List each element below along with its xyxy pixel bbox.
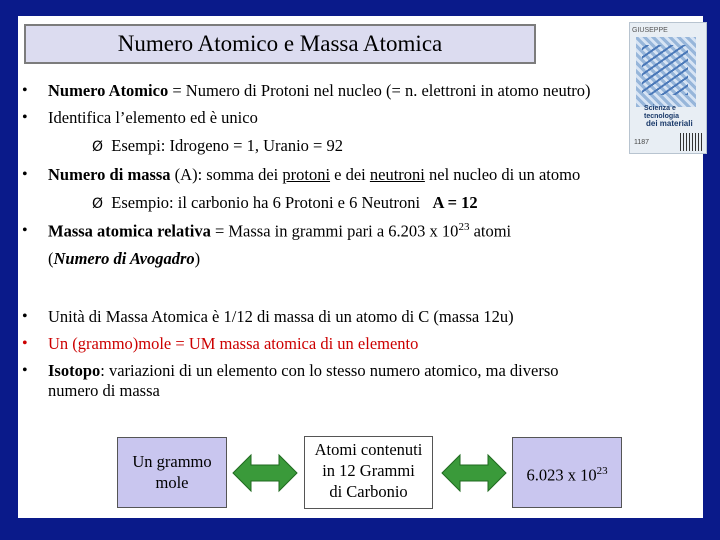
bullet-dot: • [22, 308, 28, 325]
bullet-numero-di-massa [48, 165, 580, 185]
paren-open: ( [48, 249, 54, 268]
box-text: Atomi contenuti [314, 440, 423, 459]
exponent: 23 [458, 221, 470, 233]
box-text: in 12 Grammi [322, 461, 415, 480]
double-arrow-icon [440, 452, 508, 494]
bullet-text: = Numero di Protoni nel nucleo (= n. elettroni in atomo neutro) [168, 81, 591, 100]
box-text: 6.023 x 10 [526, 465, 597, 485]
mass-number-value: A = 12 [432, 193, 478, 212]
term-isotopo: Isotopo [48, 361, 101, 380]
box-text: Un grammo [132, 452, 212, 471]
bullet-text: : variazioni di un elemento con lo stesso numero atomico, ma diverso [100, 361, 559, 380]
bullet-grammo-mole: Un (grammo)mole = UM massa atomica di un elemento [48, 334, 419, 353]
bullet-text: = Massa in grammi pari a 6.203 x 10 [210, 221, 459, 241]
cover-code: 1187 [634, 139, 650, 146]
bullet-numero-atomico [48, 81, 591, 101]
bullet-dot: • [22, 362, 28, 379]
bullet-avogadro-line [48, 249, 200, 269]
term-numero-di-avogadro: Numero di Avogadro [53, 249, 195, 268]
bullet-isotopo-line2: numero di massa [48, 381, 160, 400]
bullet-identifica: Identifica l’elemento ed è unico [48, 108, 258, 127]
bullet-text: atomi [469, 221, 512, 241]
box-text: mole [155, 473, 189, 492]
cover-title-line1: Scienza e tecnologia [644, 105, 680, 120]
underlined-protoni: protoni [282, 165, 331, 184]
box-text: di Carbonio [329, 482, 408, 501]
book-cover-image [629, 22, 707, 154]
exponent: 23 [596, 465, 608, 477]
cover-author: GIUSEPPE [632, 27, 668, 34]
bullet-dot: • [22, 335, 28, 352]
bullet-text: nel nucleo di un atomo [424, 165, 581, 184]
arrow-bullet-icon: Ø [92, 139, 104, 155]
bullet-dot: • [22, 222, 28, 239]
underlined-neutroni: neutroni [369, 165, 425, 184]
sub-bullet-text: Esempio: il carbonio ha 6 Protoni e 6 Neutroni [111, 193, 421, 212]
term-numero-atomico: Numero Atomico [48, 81, 169, 100]
box-atomi-contenuti [304, 436, 433, 509]
term-massa-atomica: Massa atomica relativa [48, 221, 211, 241]
bullet-text: (A): somma dei [170, 165, 283, 184]
sub-bullet-esempio [92, 193, 478, 213]
title-box [24, 24, 536, 64]
box-grammo-mole [117, 437, 227, 508]
arrow-bullet-icon: Ø [92, 196, 104, 212]
sub-bullet-esempi [92, 136, 343, 156]
double-arrow-icon [231, 452, 299, 494]
cover-artwork-lines [642, 45, 688, 95]
bullet-massa-atomica [48, 221, 511, 242]
bullet-unita-massa: Unità di Massa Atomica è 1/12 di massa di un atomo di C (massa 12u) [48, 307, 514, 326]
barcode-icon [680, 133, 704, 151]
bullet-dot: • [22, 166, 28, 183]
box-avogadro-number [512, 437, 622, 508]
term-numero-di-massa: Numero di massa [48, 165, 171, 184]
paren-close: ) [194, 249, 201, 268]
sub-bullet-text: Esempi: Idrogeno = 1, Uranio = 92 [111, 136, 343, 155]
bullet-dot: • [22, 82, 28, 99]
bullet-dot: • [22, 109, 28, 126]
slide-title: Numero Atomico e Massa Atomica [117, 31, 443, 56]
bullet-text: e dei [330, 165, 370, 184]
bullet-isotopo [48, 361, 559, 381]
cover-title-line2: dei materiali [646, 119, 693, 128]
